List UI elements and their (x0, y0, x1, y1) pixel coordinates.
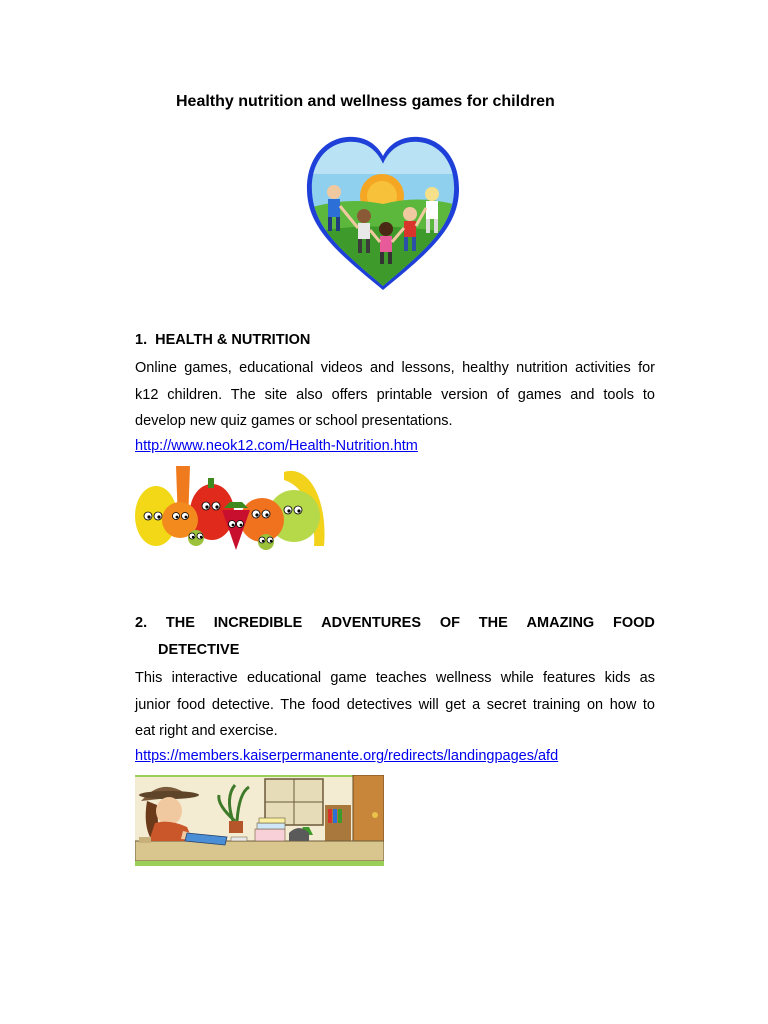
section-2-word-3: ADVENTURES (321, 615, 422, 631)
section-1-line-2: k12 children. The site also offers printable version of games and tools to (135, 386, 655, 403)
section-1-line-3: develop new quiz games or school presentations. (135, 413, 453, 430)
section-2-line-3: eat right and exercise. (135, 723, 278, 740)
section-2-number: 2. (135, 615, 148, 631)
section-1-heading (135, 332, 655, 348)
section-1-number: 1. (135, 332, 148, 348)
food-detective-illustration (135, 775, 384, 866)
section-2-word-1: THE (165, 615, 195, 631)
heart-children-illustration (306, 134, 460, 294)
section-1-line-1: Online games, educational videos and lessons, healthy nutrition activities for (135, 360, 655, 376)
document-title: Healthy nutrition and wellness games for children (176, 93, 555, 110)
section-1-paragraph (135, 355, 655, 435)
section-2-word-2: INCREDIBLE (213, 615, 303, 631)
section-2-link[interactable]: https://members.kaiserpermanente.org/redirects/landingpages/afd (135, 748, 559, 764)
section-1-title: HEALTH & NUTRITION (155, 332, 311, 348)
section-2-word-4: OF (439, 615, 460, 631)
section-2-word-6: AMAZING (526, 615, 595, 631)
section-2-heading (135, 615, 655, 658)
section-2-line-1: This interactive educational game teaches wellness while features kids as (135, 670, 655, 686)
section-2-word-7: FOOD (613, 615, 655, 631)
section-1-link[interactable]: http://www.neok12.com/Health-Nutrition.htm (135, 438, 418, 454)
section-2-word-5: THE (478, 615, 508, 631)
section-2-heading-line-2: DETECTIVE (158, 642, 240, 658)
section-2-line-2: junior food detective. The food detectives will get a secret training on how to (135, 696, 655, 713)
fruits-vegetables-illustration (134, 462, 330, 556)
section-2-paragraph (135, 665, 655, 745)
